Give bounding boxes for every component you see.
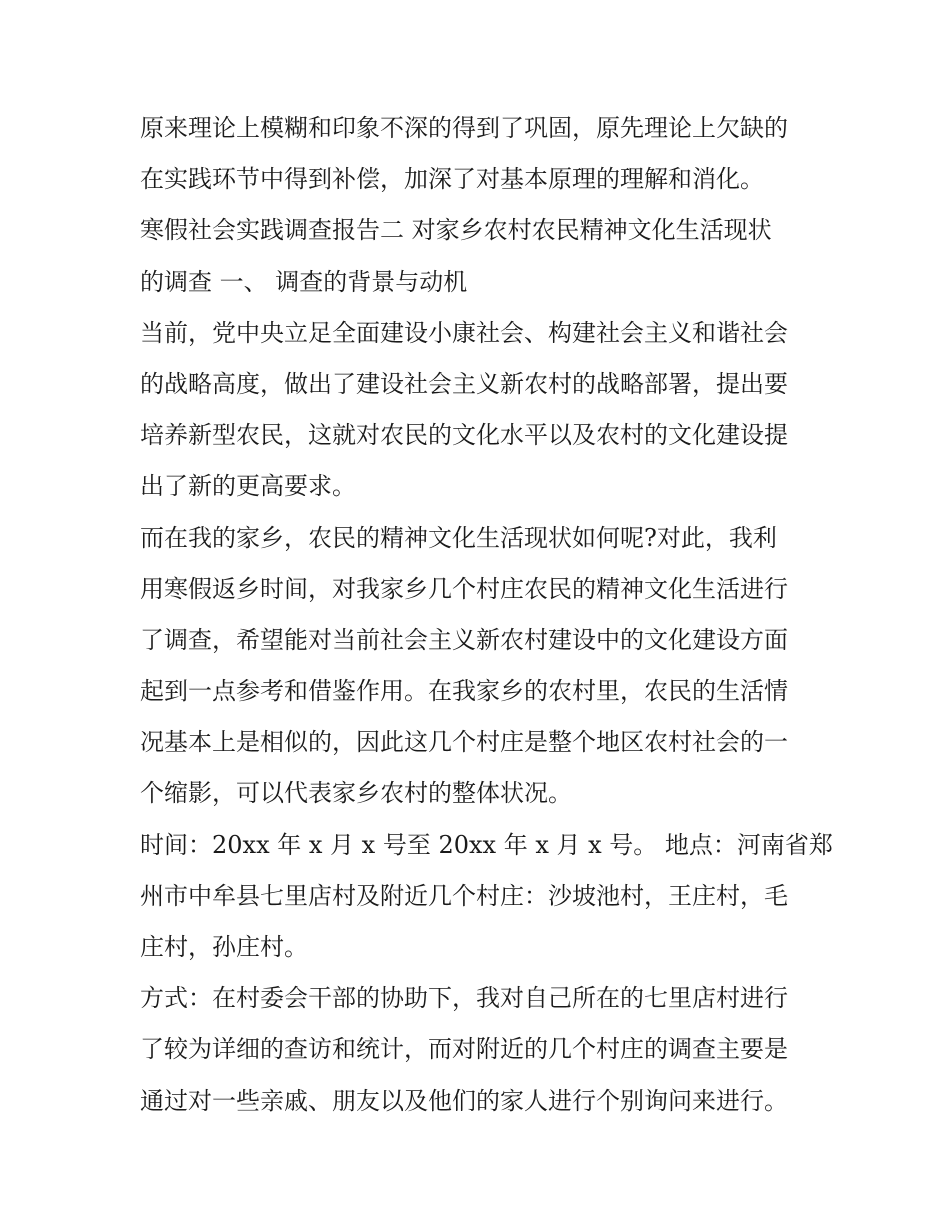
text-line: 的战略高度，做出了建设社会主义新农村的战略部署，提出要 [140, 369, 788, 398]
text-line: 当前，党中央立足全面建设小康社会、构建社会主义和谐社会 [140, 318, 788, 347]
text-line: 培养新型农民，这就对农民的文化水平以及农村的文化建设提 [140, 421, 788, 450]
paragraph-practice-summary [140, 103, 820, 205]
text-line: 起到一点参考和借鉴作用。在我家乡的农村里，农民的生活情 [140, 677, 788, 706]
paragraph-motivation [140, 513, 820, 820]
paragraph-report-title [140, 205, 820, 307]
paragraph-time-location [140, 820, 833, 974]
text-line: 了调查，希望能对当前社会主义新农村建设中的文化建设方面 [140, 625, 788, 654]
text-line: 个缩影，可以代表家乡农村的整体状况。 [140, 779, 572, 808]
text-line: 了较为详细的查访和统计，而对附近的几个村庄的调查主要是 [140, 1035, 788, 1064]
paragraph-background [140, 308, 820, 513]
text-line: 的调查 一、 调查的背景与动机 [140, 267, 468, 296]
text-line: 方式：在村委会干部的协助下，我对自己所在的七里店村进行 [140, 984, 788, 1013]
text-line: 州市中牟县七里店村及附近几个村庄：沙坡池村，王庄村，毛 [140, 881, 788, 910]
text-line: 用寒假返乡时间，对我家乡几个村庄农民的精神文化生活进行 [140, 574, 788, 603]
text-line: 而在我的家乡，农民的精神文化生活现状如何呢?对此，我利 [140, 523, 777, 552]
text-line: 在实践环节中得到补偿，加深了对基本原理的理解和消化。 [140, 165, 764, 194]
document-body [140, 103, 833, 1127]
text-line: 通过对一些亲戚、朋友以及他们的家人进行个别询问来进行。 [140, 1086, 788, 1115]
paragraph-method [140, 973, 820, 1127]
text-line: 寒假社会实践调查报告二 对家乡农村农民精神文化生活现状 [140, 216, 772, 245]
text-line: 况基本上是相似的，因此这几个村庄是整个地区农村社会的一 [140, 728, 788, 757]
text-line: 庄村，孙庄村。 [140, 933, 308, 961]
text-line: 原来理论上模糊和印象不深的得到了巩固，原先理论上欠缺的 [140, 114, 788, 142]
text-line: 出了新的更高要求。 [140, 472, 356, 501]
text-line: 时间：20xx 年 x 月 x 号至 20xx 年 x 月 x 号。 地点：河南省郑 [140, 830, 833, 859]
